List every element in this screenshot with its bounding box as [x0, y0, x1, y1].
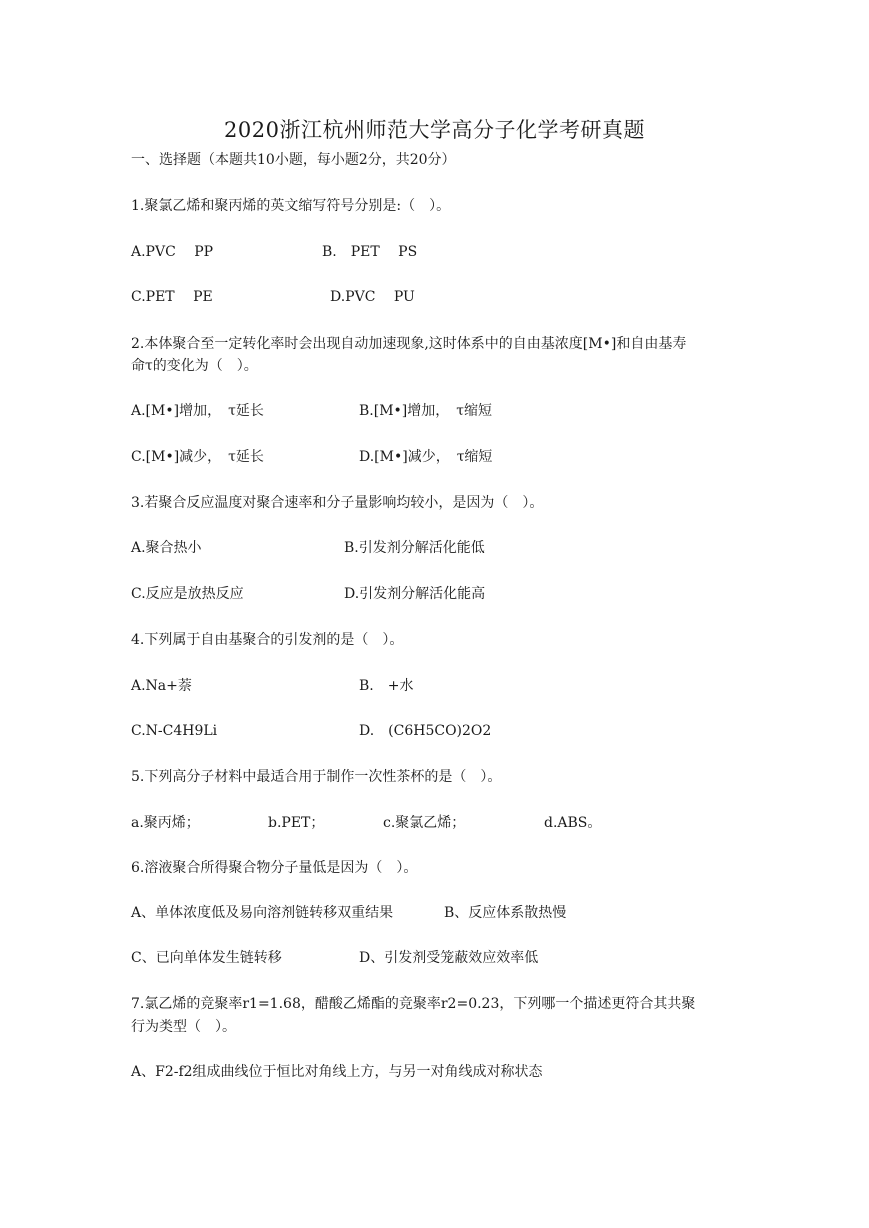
- question-7-option-a: A、F2-f2组成曲线位于恒比对角线上方，与另一对角线成对称状态: [131, 1064, 543, 1080]
- question-3-option-a: A.聚合热小: [131, 540, 202, 556]
- section-heading: 一、选择题（本题共10小题，每小题2分，共20分）: [131, 152, 456, 168]
- question-3-option-d: D.引发剂分解活化能高: [344, 586, 486, 602]
- question-2-option-d: D.[M•]减少， τ缩短: [359, 449, 493, 465]
- question-4-option-c: C.N-C4H9Li: [131, 723, 218, 739]
- question-3-stem: 3.若聚合反应温度对聚合速率和分子量影响均较小，是因为（ ）。: [131, 495, 544, 511]
- question-2-option-b: B.[M•]增加， τ缩短: [359, 403, 492, 419]
- question-7-stem-line-2: 行为类型（ ）。: [131, 1019, 236, 1035]
- question-6-option-b: B、反应体系散热慢: [444, 905, 567, 921]
- question-5-option-d: d.ABS。: [544, 815, 602, 831]
- question-5-option-a: a.聚丙烯；: [131, 815, 200, 831]
- question-6-stem: 6.溶液聚合所得聚合物分子量低是因为（ ）。: [131, 860, 418, 876]
- question-4-option-d: D. (C6H5CO)2O2: [359, 723, 492, 739]
- question-2-stem-line-1: 2.本体聚合至一定转化率时会出现自动加速现象,这时体系中的自由基浓度[M•]和自由基寿: [131, 336, 687, 352]
- question-2-stem-line-2: 命τ的变化为（ ）。: [131, 358, 258, 374]
- question-5-option-b: b.PET；: [268, 815, 325, 831]
- question-3-option-b: B.引发剂分解活化能低: [344, 540, 485, 556]
- question-4-stem: 4.下列属于自由基聚合的引发剂的是（ ）。: [131, 632, 404, 648]
- question-1-option-d: D.PVC PU: [330, 289, 415, 305]
- question-1-option-a: A.PVC PP: [131, 244, 214, 260]
- question-2-option-c: C.[M•]减少， τ延长: [131, 449, 264, 465]
- question-2-option-a: A.[M•]增加， τ延长: [131, 403, 264, 419]
- question-7-stem-line-1: 7.氯乙烯的竞聚率r1=1.68，醋酸乙烯酯的竞聚率r2=0.23，下列哪一个描述更符合其共聚: [131, 996, 696, 1012]
- question-6-option-c: C、已向单体发生链转移: [131, 950, 282, 966]
- question-6-option-a: A、单体浓度低及易向溶剂链转移双重结果: [131, 905, 394, 921]
- question-5-option-c: c.聚氯乙烯；: [383, 815, 466, 831]
- question-1-stem: 1.聚氯乙烯和聚丙烯的英文缩写符号分别是:（ ）。: [131, 198, 451, 214]
- question-3-option-c: C.反应是放热反应: [131, 586, 244, 602]
- question-6-option-d: D、引发剂受笼蔽效应效率低: [359, 950, 539, 966]
- question-5-stem: 5.下列高分子材料中最适合用于制作一次性茶杯的是（ ）。: [131, 769, 502, 785]
- question-4-option-a: A.Na+萘: [131, 678, 192, 694]
- page-title: 2020浙江杭州师范大学高分子化学考研真题: [224, 118, 645, 142]
- question-1-option-c: C.PET PE: [131, 289, 213, 305]
- question-1-option-b: B. PET PS: [322, 244, 418, 260]
- question-4-option-b: B. +水: [359, 678, 414, 694]
